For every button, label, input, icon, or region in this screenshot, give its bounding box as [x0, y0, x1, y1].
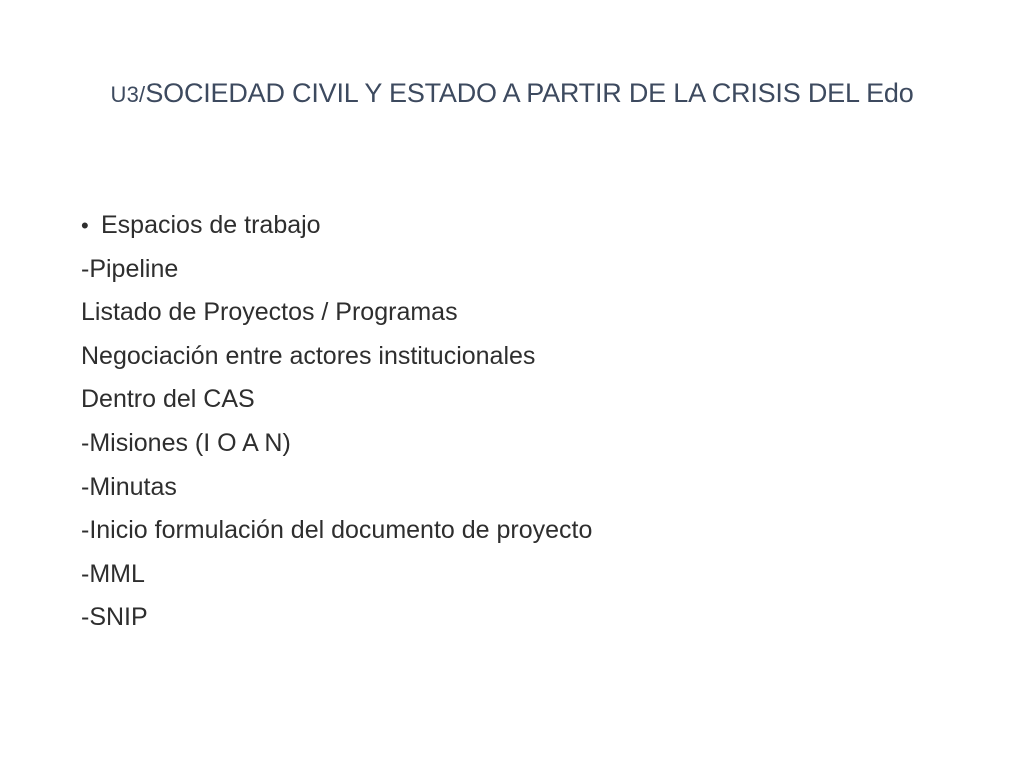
body-line: -MML — [81, 559, 145, 588]
bullet-item-text: Espacios de trabajo — [101, 211, 321, 239]
body-line: -Pipeline — [81, 254, 179, 283]
slide-title-prefix: U3/ — [110, 82, 146, 107]
body-line: -Misiones (I O A N) — [81, 428, 291, 457]
body-line: Negociación entre actores institucionales — [81, 341, 536, 370]
bullet-item — [81, 204, 961, 248]
body-line: Dentro del CAS — [81, 385, 255, 414]
body-line: -Inicio formulación del documento de proyecto — [81, 516, 593, 545]
slide-body — [81, 204, 961, 640]
bullet-icon: • — [81, 213, 89, 238]
body-line: Listado de Proyectos / Programas — [81, 298, 458, 327]
slide-title-main: SOCIEDAD CIVIL Y ESTADO A PARTIR DE LA CRISIS DEL Edo — [145, 78, 914, 108]
slide-title — [0, 78, 1024, 109]
body-line: -SNIP — [81, 603, 148, 632]
body-line: -Minutas — [81, 472, 177, 501]
